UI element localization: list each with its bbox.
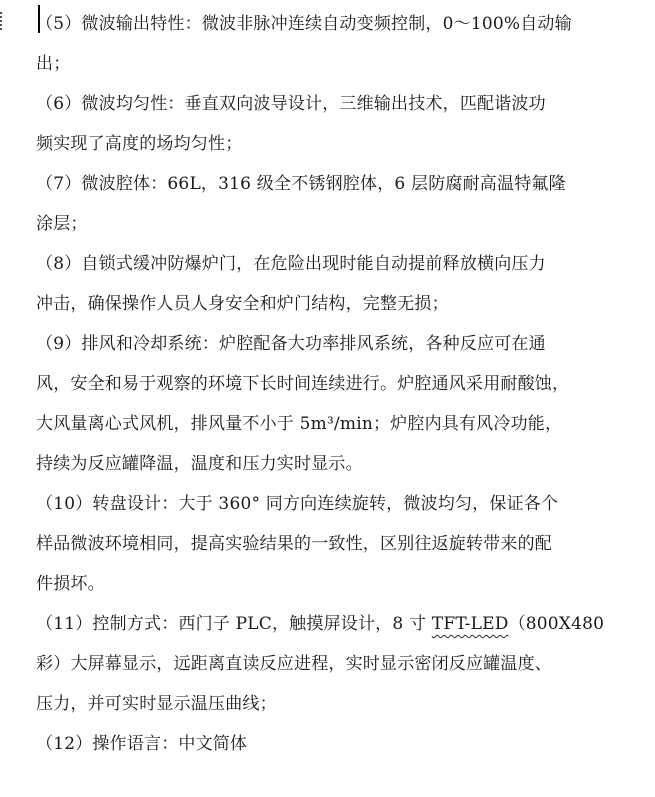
text-segment: （11）控制方式：西门子 PLC，触摸屏设计，8 寸	[36, 614, 432, 634]
text-line: 压力，并可实时显示温压曲线；	[36, 694, 277, 714]
text-line: 彩）大屏幕显示，远距离直读反应进程，实时显示密闭反应罐温度、	[36, 654, 552, 674]
spec-item-6	[36, 84, 636, 164]
text-line: 件损坏。	[36, 574, 105, 594]
text-line: （7）微波腔体：66L，316 级全不锈钢腔体，6 层防腐耐高温特氟隆	[36, 174, 566, 194]
spec-item-10	[36, 484, 636, 604]
text-line	[36, 604, 636, 644]
text-line: 冲击，确保操作人员人身安全和炉门结构，完整无损；	[36, 294, 449, 314]
text-line: 大风量离心式风机，排风量不小于 5m³/min；炉腔内具有风冷功能，	[36, 414, 563, 434]
text-line: （6）微波均匀性：垂直双向波导设计，三维输出技术，匹配谐波功	[36, 94, 546, 114]
text-line: （9）排风和冷却系统：炉腔配备大功率排风系统，各种反应可在通	[36, 334, 546, 354]
text-line: （12）操作语言：中文简体	[36, 734, 248, 754]
spec-item-12	[36, 724, 636, 764]
text-line: 持续为反应罐降温，温度和压力实时显示。	[36, 454, 363, 474]
spec-item-8	[36, 244, 636, 324]
text-line: （5）微波输出特性：微波非脉冲连续自动变频控制，0～100%自动输	[36, 14, 572, 34]
text-segment: （800X480	[508, 614, 605, 634]
spec-item-9	[36, 324, 636, 484]
text-line: 涂层；	[36, 214, 88, 234]
spec-item-7	[36, 164, 636, 244]
text-line: 样品微波环境相同，提高实验结果的一致性，区别往返旋转带来的配	[36, 534, 552, 554]
text-line: 风，安全和易于观察的环境下长时间连续进行。炉腔通风采用耐酸蚀，	[36, 374, 570, 394]
spec-item-5	[36, 4, 636, 84]
spec-item-11	[36, 604, 636, 724]
text-line: （10）转盘设计：大于 360° 同方向连续旋转，微波均匀，保证各个	[36, 494, 559, 514]
text-line: 频实现了高度的场均匀性；	[36, 134, 243, 154]
document-body[interactable]	[36, 4, 636, 764]
text-line: 出；	[36, 54, 71, 74]
text-line: （8）自锁式缓冲防爆炉门，在危险出现时能自动提前释放横向压力	[36, 254, 546, 274]
spellcheck-flagged-word[interactable]: TFT-LED	[431, 614, 509, 634]
margin-marker	[0, 12, 5, 30]
